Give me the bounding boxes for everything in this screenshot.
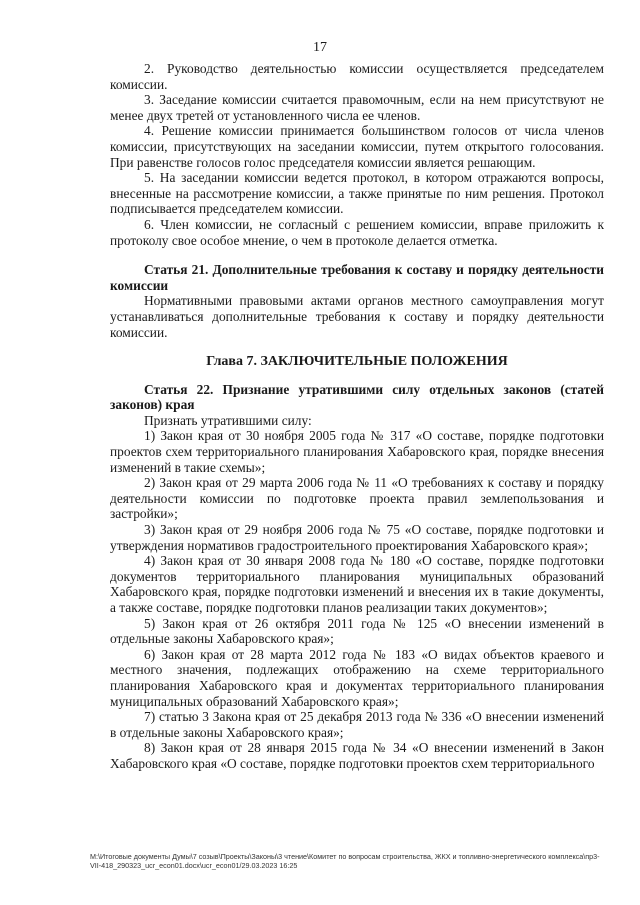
list-item-8: 8) Закон края от 28 января 2015 года № 34 «О внесении изменений в Закон Хабаровского края «О составе, порядке подготовки проектов схем территориального (110, 740, 604, 771)
page-number: 17 (313, 40, 327, 55)
article-21-heading: Статья 21. Дополнительные требования к составу и порядку деятельности комиссии (110, 262, 604, 293)
chapter-7-title: Глава 7. ЗАКЛЮЧИТЕЛЬНЫЕ ПОЛОЖЕНИЯ (206, 354, 508, 370)
paragraph-5: 6. Член комиссии, не согласный с решением комиссии, вправе приложить к протоколу свое особое мнение, о чем в протоколе делается отметка. (110, 216, 604, 248)
document-body (110, 61, 604, 772)
list-item-5: 5) Закон края от 26 октября 2011 года № 125 «О внесении изменений в отдельные законы Хабаровского края»; (110, 615, 604, 647)
paragraph-2: 3. Заседание комиссии считается правомочным, если на нем присутствуют не менее двух третей от установленного числа ее членов. (110, 92, 604, 123)
article-22-heading: Статья 22. Признание утратившими силу отдельных законов (статей законов) края (110, 381, 604, 413)
list-item-1: 1) Закон края от 30 ноября 2005 года № 317 «О составе, порядке подготовки проектов схем территориального планирования Хабаровского края, порядке внесения изменений в такие схемы»; (110, 428, 604, 475)
footer-file-path: M:\Итоговые документы Думы\7 созыв\Проекты\Законы\3 чтение\Комитет по вопросам строительства, ЖКХ и топливно-энергетического комплекса\пр3-VII-418_290323_ucr_econ01.docx\ucr_econ01/29.03.2023 16:25 (90, 852, 600, 870)
list-item-3: 3) Закон края от 29 ноября 2006 года № 75 «О составе, порядке подготовки и утверждения нормативов градостроительного проектирования Хабаровского края»; (110, 522, 604, 553)
paragraph-1: 2. Руководство деятельностью комиссии осуществляется председателем комиссии. (110, 61, 604, 92)
list-item-7: 7) статью 3 Закона края от 25 декабря 2013 года № 336 «О внесении изменений в отдельные законы Хабаровского края»; (110, 709, 604, 740)
paragraph-3: 4. Решение комиссии принимается большинством голосов от числа членов комиссии, присутствующих на заседании комиссии, путем открытого голосования. При равенстве голосов голос председателя комиссии является решающим. (110, 123, 604, 170)
list-item-2: 2) Закон края от 29 марта 2006 года № 11 «О требованиях к составу и порядку деятельности комиссии по подготовке проекта правил землепользования и застройки»; (110, 475, 604, 522)
list-item-6: 6) Закон края от 28 марта 2012 года № 183 «О видах объектов краевого и местного значения, подлежащих отображению на схеме территориального планирования Хабаровского края и документах территориального планирования муниципальных образований Хабаровского края»; (110, 646, 604, 709)
list-item-4: 4) Закон края от 30 января 2008 года № 180 «О составе, порядке подготовки документов территориального планирования муниципальных образований Хабаровского края, порядке подготовки изменений и внесения их в такие документы, а также составе, порядке подготовки планов реализации таких документов»; (110, 553, 604, 615)
paragraph-4: 5. На заседании комиссии ведется протокол, в котором отражаются вопросы, внесенные на рассмотрение комиссии, а также принятые по ним решения. Протокол подписывается председателем комиссии. (110, 170, 604, 217)
article-22-intro: Признать утратившими силу: (144, 412, 312, 428)
article-21-text: Нормативными правовыми актами органов местного самоуправления могут устанавливаться дополнительные требования к составу и порядку деятельности комиссии. (110, 293, 604, 340)
